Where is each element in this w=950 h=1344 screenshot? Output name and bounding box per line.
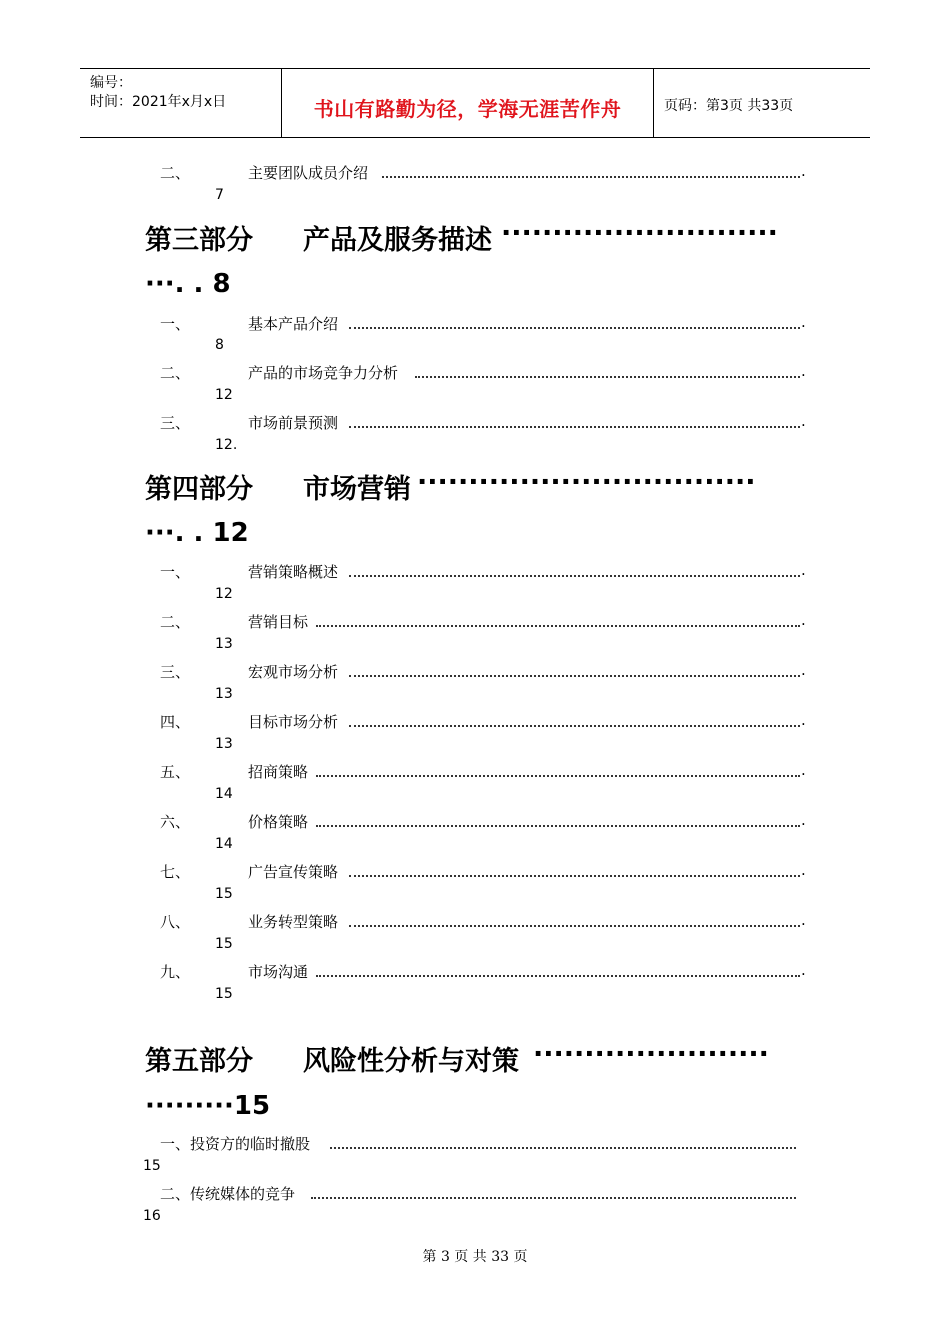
toc-entry-title: 营销目标: [248, 613, 309, 631]
toc-entry-title: 招商策略: [248, 763, 309, 781]
toc-entry-page: 7: [215, 187, 224, 203]
toc-leader: [349, 925, 800, 927]
toc-entry-title: 价格策略: [248, 813, 309, 831]
header-info-cell: [80, 69, 282, 137]
section-label: 第四部分: [145, 474, 253, 505]
toc-entry-number: 九、: [160, 963, 191, 981]
toc-leader-end: .: [801, 162, 806, 180]
toc-entry-page: 12: [215, 586, 233, 602]
section-label: 第五部分: [145, 1046, 253, 1077]
toc-entry-title: 产品的市场竞争力分析: [248, 364, 399, 382]
toc-entry-number: 二、: [160, 164, 191, 182]
toc-leader: [382, 176, 800, 178]
toc-entry-page: 13: [215, 686, 233, 702]
toc-entry-number: 三、: [160, 414, 191, 432]
section-page: ···. . 8: [145, 269, 231, 299]
toc-entry-page: 15: [215, 986, 233, 1002]
section-page: ·········15: [145, 1091, 271, 1121]
header-page-cell: [654, 69, 870, 137]
toc-entry-number: 八、: [160, 913, 191, 931]
toc-entry-title: 市场前景预测: [248, 414, 339, 432]
toc-entry-page: 14: [215, 786, 233, 802]
toc-leader: [316, 775, 800, 777]
toc-entry-title: 市场沟通: [248, 963, 309, 981]
toc-entry-number: 六、: [160, 813, 191, 831]
toc-entry-page: 13: [215, 736, 233, 752]
section-heading: [145, 218, 492, 257]
toc-leader: [311, 1197, 796, 1199]
toc-entry-title: 广告宣传策略: [248, 863, 339, 881]
toc-leader-end: .: [801, 611, 806, 629]
toc-entry-page: 8: [215, 337, 224, 353]
toc-entry-number: 二、: [160, 364, 191, 382]
page-header: [80, 68, 870, 138]
section-heading: [145, 1039, 519, 1078]
section-leader: ·································: [417, 467, 756, 498]
toc-entry-title: 目标市场分析: [248, 713, 339, 731]
section-leader: ·······················: [533, 1039, 769, 1070]
toc-leader-end: .: [801, 561, 806, 579]
toc-entry-number: 五、: [160, 763, 191, 781]
toc-leader-end: .: [801, 761, 806, 779]
toc-leader-end: .: [801, 961, 806, 979]
header-motto-cell: [282, 69, 654, 137]
time-label: 时间：2021年x月x日: [90, 94, 227, 110]
toc-leader: [349, 426, 800, 428]
toc-entry-number: 四、: [160, 713, 191, 731]
toc-leader: [316, 625, 800, 627]
toc-leader-end: .: [801, 911, 806, 929]
toc-entry-page: 14: [215, 836, 233, 852]
motto: 书山有路勤为径，学海无涯苦作舟: [313, 97, 622, 121]
section-title: 产品及服务描述: [303, 225, 492, 256]
toc-leader: [415, 376, 800, 378]
toc-entry-title: 营销策略概述: [248, 563, 339, 581]
toc-entry-title: 二、传统媒体的竞争: [160, 1185, 296, 1203]
toc-leader-end: .: [801, 861, 806, 879]
toc-entry-title: 一、投资方的临时撤股: [160, 1135, 311, 1153]
toc-entry-page: 16: [143, 1208, 161, 1224]
toc-entry-number: 二、: [160, 613, 191, 631]
toc-leader: [349, 725, 800, 727]
toc-leader: [349, 327, 800, 329]
toc-leader: [316, 825, 800, 827]
toc-leader-end: .: [801, 362, 806, 380]
toc-entry-page: 15: [143, 1158, 161, 1174]
toc-entry-number: 三、: [160, 663, 191, 681]
toc-leader: [349, 675, 800, 677]
toc-entry-title: 业务转型策略: [248, 913, 339, 931]
section-page: ···. . 12: [145, 518, 249, 548]
toc-leader-end: .: [801, 661, 806, 679]
page-label: 页码：第3页 共33页: [664, 98, 794, 114]
toc-leader-end: .: [801, 811, 806, 829]
toc-leader-end: .: [801, 313, 806, 331]
toc-leader: [316, 975, 800, 977]
page-footer: 第 3 页 共 33 页: [422, 1249, 528, 1265]
toc-entry-page: 12: [215, 387, 233, 403]
toc-entry-page: 15: [215, 886, 233, 902]
toc-entry-title: 基本产品介绍: [248, 315, 339, 333]
section-leader: ···························: [501, 218, 778, 249]
toc-entry-page: 12.: [215, 437, 238, 453]
section-title: 市场营销: [303, 474, 411, 505]
toc-entry-number: 一、: [160, 315, 191, 333]
toc-leader-end: .: [801, 711, 806, 729]
toc-entry-page: 13: [215, 636, 233, 652]
number-label: 编号：: [90, 75, 132, 91]
toc-entry-title: 主要团队成员介绍: [248, 164, 369, 182]
section-heading: [145, 467, 411, 506]
toc-leader: [349, 875, 800, 877]
toc-leader: [349, 575, 800, 577]
toc-leader-end: .: [801, 412, 806, 430]
toc-entry-number: 七、: [160, 863, 191, 881]
toc-leader: [330, 1147, 796, 1149]
section-title: 风险性分析与对策: [303, 1046, 519, 1077]
toc-entry-number: 一、: [160, 563, 191, 581]
toc-entry-title: 宏观市场分析: [248, 663, 339, 681]
section-label: 第三部分: [145, 225, 253, 256]
toc-entry-page: 15: [215, 936, 233, 952]
